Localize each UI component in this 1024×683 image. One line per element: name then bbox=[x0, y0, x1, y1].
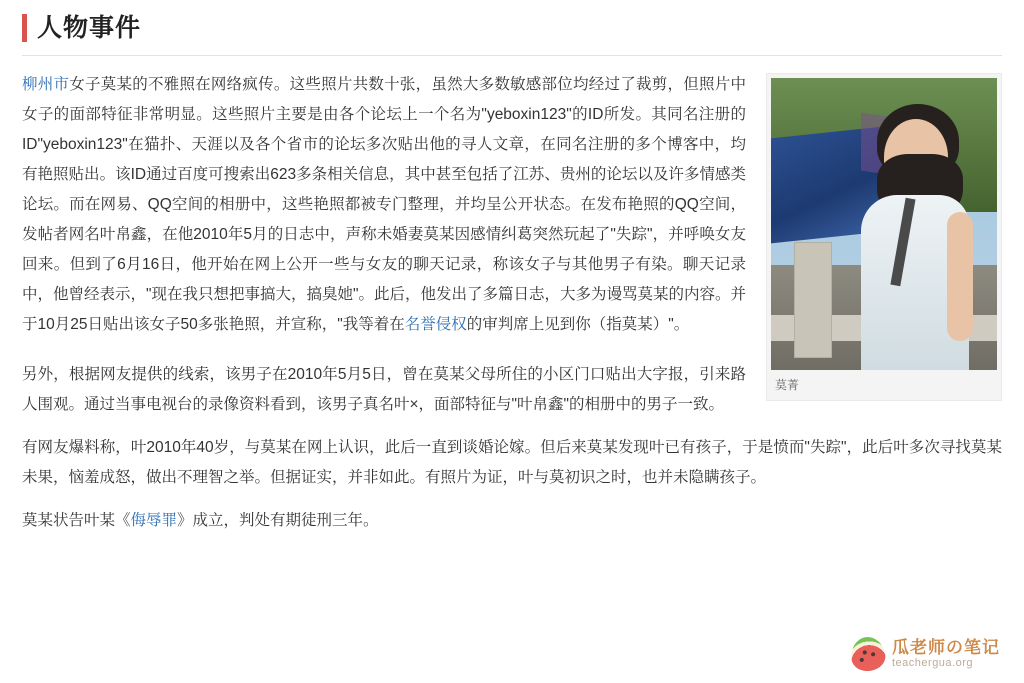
inline-link[interactable]: 柳州市 bbox=[22, 76, 70, 93]
page-header bbox=[22, 0, 1002, 42]
inline-link[interactable]: 名誉侵权 bbox=[404, 316, 467, 333]
photo-stone-post bbox=[794, 242, 832, 359]
paragraph-text: 》成立，判处有期徒刑三年。 bbox=[177, 512, 379, 529]
photo-person-arm bbox=[947, 212, 973, 340]
article-body bbox=[22, 70, 1002, 549]
paragraph-text: 女子莫某的不雅照在网络疯传。这些照片共数十张，虽然大多数敏感部位均经过了裁剪，但照片中女子的面部特征非常明显。这些照片主要是由各个论坛上一个名为"yeboxin123"的ID所发。其同名注册的ID"yeboxin123"在猫扑、天涯以及各个省市的论坛多次贴出他的寻人文章，在同名注册的多个博客中，均有艳照贴出。该ID通过百度可搜索出623多条相关信息，其中甚至包括了江苏、贵州的论坛以及许多情感类论坛。而在网易、QQ空间的相册中，这些艳照都被专门整理，并均呈公开状态。在发布艳照的QQ空间，发帖者网名叶帛鑫，在他2010年5月的日志中，声称未婚妻莫某因感情纠葛突然玩起了"失踪"，并呼唤女友回来。但到了6月16日，他开始在网上公开一些与女友的聊天记录，称该女子与其他男子有染。聊天记录中，他曾经表示，"现在我只想把事搞大，搞臭她"。此后，他发出了多篇日志，大多为谩骂莫某的内容。并于10月25日贴出该女子50多张艳照，并宣称，"我等着在 bbox=[22, 76, 747, 333]
portrait-image bbox=[771, 78, 997, 370]
page-title: 人物事件 bbox=[37, 13, 142, 42]
watermelon-icon bbox=[849, 635, 887, 673]
figure-caption: 莫菁 bbox=[775, 378, 800, 392]
paragraph-text: 有网友爆料称，叶2010年40岁，与莫某在网上认识，此后一直到谈婚论嫁。但后来莫某发现叶已有孩子，于是愤而"失踪"，此后叶多次寻找莫某未果，恼羞成怒，做出不理智之举。但据证实，并非如此。有照片为证，叶与莫初识之时，也并未隐瞒孩子。 bbox=[22, 439, 1002, 486]
heading-accent-bar bbox=[22, 14, 27, 42]
header-divider bbox=[22, 55, 1002, 56]
watermark-title: 瓜老师の笔记 bbox=[892, 637, 1000, 657]
paragraph-text: 另外，根据网友提供的线索，该男子在2010年5月5日，曾在莫某父母所住的小区门口贴出大字报，引来路人围观。通过当事电视台的录像资料看到，该男子真名叶×，面部特征与"叶帛鑫"的相册中的男子一致。 bbox=[22, 366, 746, 413]
paragraph-4 bbox=[22, 506, 1002, 536]
watermark-url: teachergua.org bbox=[892, 657, 973, 670]
paragraph-text: 的审判席上见到你（指莫某）"。 bbox=[466, 316, 690, 333]
inline-link[interactable]: 侮辱罪 bbox=[130, 512, 178, 529]
site-watermark bbox=[851, 637, 1000, 671]
paragraph-text: 莫某状告叶某《 bbox=[22, 512, 131, 529]
watermark-text bbox=[892, 638, 1000, 670]
figure bbox=[766, 73, 1002, 401]
paragraph-3 bbox=[22, 433, 1002, 493]
